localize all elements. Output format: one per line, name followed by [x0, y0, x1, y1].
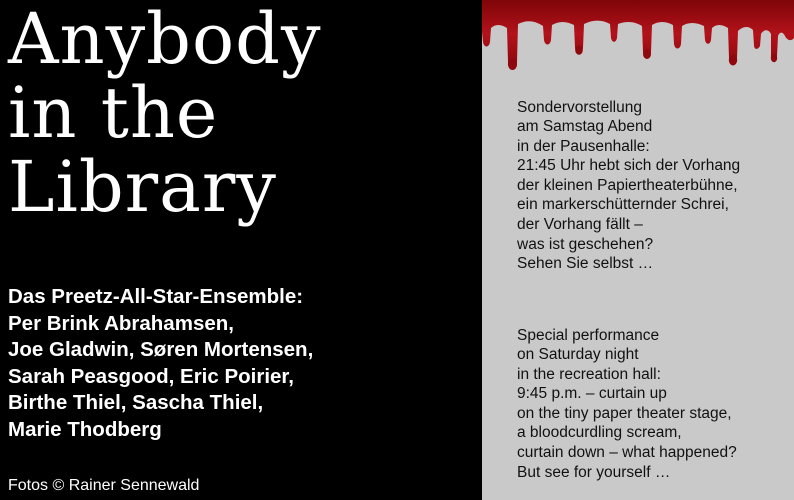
german-line: Sondervorstellung — [517, 98, 642, 116]
english-line: a bloodcurdling scream, — [517, 424, 682, 442]
blood-drop — [508, 58, 517, 70]
english-line: in the recreation hall: — [517, 365, 661, 383]
german-line: was ist geschehen? — [517, 235, 654, 253]
german-line: der kleinen Papiertheaterbühne, — [517, 176, 738, 194]
ensemble-line: Das Preetz-All-Star-Ensemble: — [8, 285, 304, 308]
english-line: 9:45 p.m. – curtain up — [517, 385, 667, 403]
title-line: Anybody — [8, 0, 322, 80]
poster-title — [8, 0, 322, 228]
german-description — [517, 98, 740, 274]
german-line: in der Pausenhalle: — [517, 137, 650, 155]
english-line: curtain down – what happened? — [517, 444, 737, 462]
english-line: on Saturday night — [517, 346, 639, 364]
english-line: on the tiny paper theater stage, — [517, 404, 732, 422]
blood-drop — [643, 49, 651, 59]
english-line: But see for yourself … — [517, 463, 671, 481]
ensemble-line: Per Brink Abrahamsen, — [8, 311, 234, 335]
blood-drip-graphic — [482, 0, 794, 80]
english-description — [517, 326, 737, 483]
title-line: in the — [8, 72, 219, 154]
german-line: der Vorhang fällt – — [517, 216, 643, 234]
blood-drop — [771, 54, 777, 62]
ensemble-line: Marie Thodberg — [8, 417, 162, 441]
english-line: Special performance — [517, 326, 660, 344]
blood-drip-shape — [482, 0, 794, 68]
ensemble-line: Joe Gladwin, Søren Mortensen, — [8, 338, 314, 361]
photo-credit: Fotos © Rainer Sennewald — [8, 477, 200, 494]
ensemble-cast — [8, 284, 313, 443]
german-line: Sehen Sie selbst … — [517, 255, 654, 273]
german-line: am Samstag Abend — [517, 118, 653, 136]
german-line: 21:45 Uhr hebt sich der Vorhang — [517, 157, 741, 175]
right-panel — [482, 0, 794, 500]
ensemble-line: Sarah Peasgood, Eric Poirier, — [8, 364, 294, 388]
blood-drop — [575, 45, 583, 55]
ensemble-line: Birthe Thiel, Sascha Thiel, — [8, 391, 264, 414]
title-line: Library — [8, 146, 277, 228]
german-line: ein markerschütternder Schrei, — [517, 196, 729, 214]
blood-drop — [729, 55, 737, 66]
